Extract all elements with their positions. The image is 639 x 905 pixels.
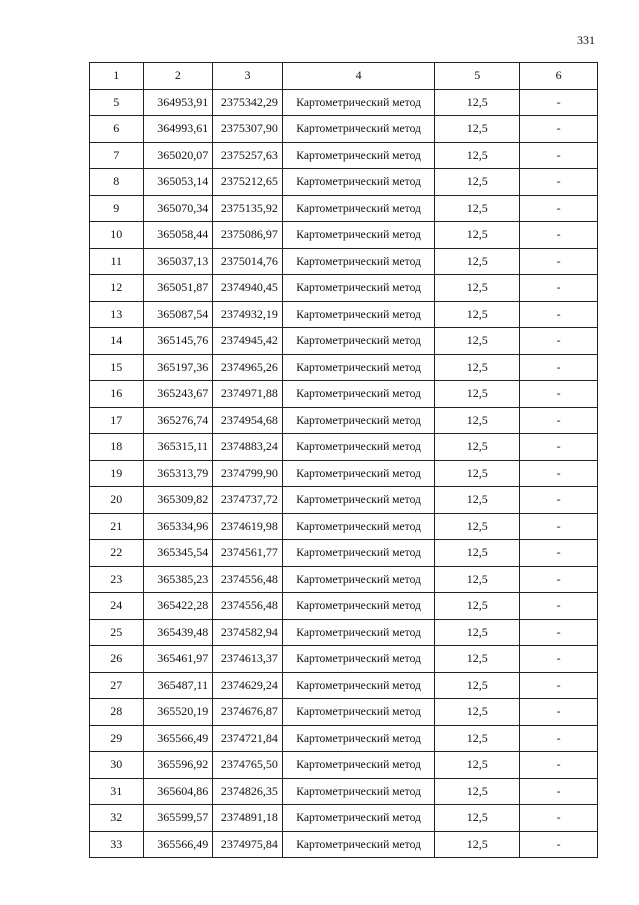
point-number-cell: 32 — [90, 805, 144, 832]
precision-cell: 12,5 — [435, 222, 520, 249]
method-cell: Картометрический метод — [282, 752, 435, 779]
table-row — [90, 699, 598, 726]
method-cell: Картометрический метод — [282, 513, 435, 540]
point-number-cell: 21 — [90, 513, 144, 540]
point-number-cell: 23 — [90, 566, 144, 593]
method-cell: Картометрический метод — [282, 434, 435, 461]
table-row — [90, 328, 598, 355]
point-number-cell: 25 — [90, 619, 144, 646]
method-cell: Картометрический метод — [282, 116, 435, 143]
x-coordinate-cell: 365345,54 — [143, 540, 213, 567]
y-coordinate-cell: 2375135,92 — [213, 195, 283, 222]
method-cell: Картометрический метод — [282, 381, 435, 408]
table-row — [90, 407, 598, 434]
table-row — [90, 460, 598, 487]
precision-cell: 12,5 — [435, 169, 520, 196]
note-cell: - — [520, 301, 598, 328]
y-coordinate-cell: 2374556,48 — [213, 593, 283, 620]
method-cell: Картометрический метод — [282, 619, 435, 646]
method-cell: Картометрический метод — [282, 354, 435, 381]
table-row — [90, 805, 598, 832]
method-cell: Картометрический метод — [282, 487, 435, 514]
y-coordinate-cell: 2374561,77 — [213, 540, 283, 567]
note-cell: - — [520, 354, 598, 381]
x-coordinate-cell: 365520,19 — [143, 699, 213, 726]
precision-cell: 12,5 — [435, 248, 520, 275]
precision-cell: 12,5 — [435, 460, 520, 487]
x-coordinate-cell: 365422,28 — [143, 593, 213, 620]
precision-cell: 12,5 — [435, 699, 520, 726]
point-number-cell: 28 — [90, 699, 144, 726]
column-header-3: 3 — [213, 63, 283, 90]
table-row — [90, 752, 598, 779]
y-coordinate-cell: 2375307,90 — [213, 116, 283, 143]
y-coordinate-cell: 2374932,19 — [213, 301, 283, 328]
precision-cell: 12,5 — [435, 487, 520, 514]
precision-cell: 12,5 — [435, 831, 520, 858]
method-cell: Картометрический метод — [282, 699, 435, 726]
precision-cell: 12,5 — [435, 328, 520, 355]
point-number-cell: 26 — [90, 646, 144, 673]
method-cell: Картометрический метод — [282, 593, 435, 620]
precision-cell: 12,5 — [435, 672, 520, 699]
column-header-6: 6 — [520, 63, 598, 90]
x-coordinate-cell: 365439,48 — [143, 619, 213, 646]
x-coordinate-cell: 365315,11 — [143, 434, 213, 461]
y-coordinate-cell: 2374945,42 — [213, 328, 283, 355]
note-cell: - — [520, 248, 598, 275]
table-row — [90, 566, 598, 593]
table-row — [90, 672, 598, 699]
precision-cell: 12,5 — [435, 89, 520, 116]
precision-cell: 12,5 — [435, 805, 520, 832]
y-coordinate-cell: 2374619,98 — [213, 513, 283, 540]
x-coordinate-cell: 364993,61 — [143, 116, 213, 143]
column-header-2: 2 — [143, 63, 213, 90]
table-row — [90, 487, 598, 514]
x-coordinate-cell: 365243,67 — [143, 381, 213, 408]
method-cell: Картометрический метод — [282, 646, 435, 673]
method-cell: Картометрический метод — [282, 89, 435, 116]
table-header-row — [90, 63, 598, 90]
y-coordinate-cell: 2374676,87 — [213, 699, 283, 726]
y-coordinate-cell: 2374765,50 — [213, 752, 283, 779]
point-number-cell: 16 — [90, 381, 144, 408]
table-row — [90, 646, 598, 673]
coordinates-table-container — [89, 62, 598, 858]
y-coordinate-cell: 2374891,18 — [213, 805, 283, 832]
note-cell: - — [520, 89, 598, 116]
note-cell: - — [520, 142, 598, 169]
table-row — [90, 195, 598, 222]
y-coordinate-cell: 2374629,24 — [213, 672, 283, 699]
point-number-cell: 15 — [90, 354, 144, 381]
x-coordinate-cell: 365276,74 — [143, 407, 213, 434]
y-coordinate-cell: 2374826,35 — [213, 778, 283, 805]
table-row — [90, 778, 598, 805]
point-number-cell: 14 — [90, 328, 144, 355]
note-cell: - — [520, 116, 598, 143]
y-coordinate-cell: 2375086,97 — [213, 222, 283, 249]
note-cell: - — [520, 513, 598, 540]
precision-cell: 12,5 — [435, 752, 520, 779]
table-row — [90, 275, 598, 302]
note-cell: - — [520, 805, 598, 832]
point-number-cell: 7 — [90, 142, 144, 169]
precision-cell: 12,5 — [435, 725, 520, 752]
method-cell: Картометрический метод — [282, 540, 435, 567]
note-cell: - — [520, 831, 598, 858]
note-cell: - — [520, 169, 598, 196]
page-number: 331 — [577, 33, 595, 47]
x-coordinate-cell: 365070,34 — [143, 195, 213, 222]
y-coordinate-cell: 2374613,37 — [213, 646, 283, 673]
note-cell: - — [520, 699, 598, 726]
table-row — [90, 540, 598, 567]
table-row — [90, 354, 598, 381]
y-coordinate-cell: 2374954,68 — [213, 407, 283, 434]
note-cell: - — [520, 646, 598, 673]
point-number-cell: 20 — [90, 487, 144, 514]
table-row — [90, 381, 598, 408]
note-cell: - — [520, 566, 598, 593]
y-coordinate-cell: 2374940,45 — [213, 275, 283, 302]
y-coordinate-cell: 2374971,88 — [213, 381, 283, 408]
precision-cell: 12,5 — [435, 407, 520, 434]
y-coordinate-cell: 2375257,63 — [213, 142, 283, 169]
method-cell: Картометрический метод — [282, 248, 435, 275]
x-coordinate-cell: 365487,11 — [143, 672, 213, 699]
y-coordinate-cell: 2374975,84 — [213, 831, 283, 858]
x-coordinate-cell: 365566,49 — [143, 831, 213, 858]
note-cell: - — [520, 752, 598, 779]
table-row — [90, 593, 598, 620]
x-coordinate-cell: 365604,86 — [143, 778, 213, 805]
method-cell: Картометрический метод — [282, 195, 435, 222]
y-coordinate-cell: 2374737,72 — [213, 487, 283, 514]
method-cell: Картометрический метод — [282, 275, 435, 302]
note-cell: - — [520, 195, 598, 222]
table-row — [90, 513, 598, 540]
table-row — [90, 248, 598, 275]
precision-cell: 12,5 — [435, 593, 520, 620]
precision-cell: 12,5 — [435, 540, 520, 567]
column-header-5: 5 — [435, 63, 520, 90]
x-coordinate-cell: 365309,82 — [143, 487, 213, 514]
table-row — [90, 116, 598, 143]
precision-cell: 12,5 — [435, 513, 520, 540]
y-coordinate-cell: 2374799,90 — [213, 460, 283, 487]
note-cell: - — [520, 619, 598, 646]
note-cell: - — [520, 222, 598, 249]
y-coordinate-cell: 2375014,76 — [213, 248, 283, 275]
precision-cell: 12,5 — [435, 566, 520, 593]
point-number-cell: 10 — [90, 222, 144, 249]
precision-cell: 12,5 — [435, 354, 520, 381]
precision-cell: 12,5 — [435, 275, 520, 302]
point-number-cell: 29 — [90, 725, 144, 752]
note-cell: - — [520, 460, 598, 487]
x-coordinate-cell: 365461,97 — [143, 646, 213, 673]
point-number-cell: 30 — [90, 752, 144, 779]
point-number-cell: 18 — [90, 434, 144, 461]
precision-cell: 12,5 — [435, 301, 520, 328]
precision-cell: 12,5 — [435, 116, 520, 143]
note-cell: - — [520, 434, 598, 461]
x-coordinate-cell: 365334,96 — [143, 513, 213, 540]
x-coordinate-cell: 365058,44 — [143, 222, 213, 249]
precision-cell: 12,5 — [435, 142, 520, 169]
x-coordinate-cell: 365051,87 — [143, 275, 213, 302]
y-coordinate-cell: 2374582,94 — [213, 619, 283, 646]
point-number-cell: 24 — [90, 593, 144, 620]
precision-cell: 12,5 — [435, 195, 520, 222]
y-coordinate-cell: 2374883,24 — [213, 434, 283, 461]
point-number-cell: 12 — [90, 275, 144, 302]
x-coordinate-cell: 365566,49 — [143, 725, 213, 752]
table-body — [90, 89, 598, 858]
point-number-cell: 19 — [90, 460, 144, 487]
coordinates-table — [89, 62, 598, 858]
method-cell: Картометрический метод — [282, 407, 435, 434]
table-row — [90, 301, 598, 328]
y-coordinate-cell: 2374965,26 — [213, 354, 283, 381]
table-row — [90, 142, 598, 169]
x-coordinate-cell: 365020,07 — [143, 142, 213, 169]
point-number-cell: 8 — [90, 169, 144, 196]
point-number-cell: 11 — [90, 248, 144, 275]
x-coordinate-cell: 365087,54 — [143, 301, 213, 328]
note-cell: - — [520, 328, 598, 355]
note-cell: - — [520, 407, 598, 434]
method-cell: Картометрический метод — [282, 805, 435, 832]
point-number-cell: 9 — [90, 195, 144, 222]
method-cell: Картометрический метод — [282, 566, 435, 593]
method-cell: Картометрический метод — [282, 460, 435, 487]
table-row — [90, 831, 598, 858]
y-coordinate-cell: 2374556,48 — [213, 566, 283, 593]
column-header-4: 4 — [282, 63, 435, 90]
method-cell: Картометрический метод — [282, 672, 435, 699]
note-cell: - — [520, 778, 598, 805]
x-coordinate-cell: 365596,92 — [143, 752, 213, 779]
x-coordinate-cell: 365599,57 — [143, 805, 213, 832]
precision-cell: 12,5 — [435, 381, 520, 408]
table-row — [90, 619, 598, 646]
note-cell: - — [520, 725, 598, 752]
point-number-cell: 6 — [90, 116, 144, 143]
note-cell: - — [520, 487, 598, 514]
x-coordinate-cell: 365313,79 — [143, 460, 213, 487]
point-number-cell: 22 — [90, 540, 144, 567]
method-cell: Картометрический метод — [282, 301, 435, 328]
table-row — [90, 169, 598, 196]
note-cell: - — [520, 672, 598, 699]
y-coordinate-cell: 2374721,84 — [213, 725, 283, 752]
point-number-cell: 13 — [90, 301, 144, 328]
point-number-cell: 31 — [90, 778, 144, 805]
method-cell: Картометрический метод — [282, 725, 435, 752]
x-coordinate-cell: 365053,14 — [143, 169, 213, 196]
precision-cell: 12,5 — [435, 646, 520, 673]
y-coordinate-cell: 2375212,65 — [213, 169, 283, 196]
table-row — [90, 434, 598, 461]
note-cell: - — [520, 275, 598, 302]
method-cell: Картометрический метод — [282, 142, 435, 169]
point-number-cell: 27 — [90, 672, 144, 699]
point-number-cell: 5 — [90, 89, 144, 116]
x-coordinate-cell: 365197,36 — [143, 354, 213, 381]
precision-cell: 12,5 — [435, 778, 520, 805]
point-number-cell: 33 — [90, 831, 144, 858]
x-coordinate-cell: 365037,13 — [143, 248, 213, 275]
table-row — [90, 89, 598, 116]
point-number-cell: 17 — [90, 407, 144, 434]
precision-cell: 12,5 — [435, 619, 520, 646]
method-cell: Картометрический метод — [282, 169, 435, 196]
table-row — [90, 222, 598, 249]
note-cell: - — [520, 540, 598, 567]
x-coordinate-cell: 365385,23 — [143, 566, 213, 593]
precision-cell: 12,5 — [435, 434, 520, 461]
table-row — [90, 725, 598, 752]
note-cell: - — [520, 593, 598, 620]
note-cell: - — [520, 381, 598, 408]
x-coordinate-cell: 365145,76 — [143, 328, 213, 355]
column-header-1: 1 — [90, 63, 144, 90]
method-cell: Картометрический метод — [282, 778, 435, 805]
method-cell: Картометрический метод — [282, 222, 435, 249]
method-cell: Картометрический метод — [282, 831, 435, 858]
x-coordinate-cell: 364953,91 — [143, 89, 213, 116]
method-cell: Картометрический метод — [282, 328, 435, 355]
y-coordinate-cell: 2375342,29 — [213, 89, 283, 116]
